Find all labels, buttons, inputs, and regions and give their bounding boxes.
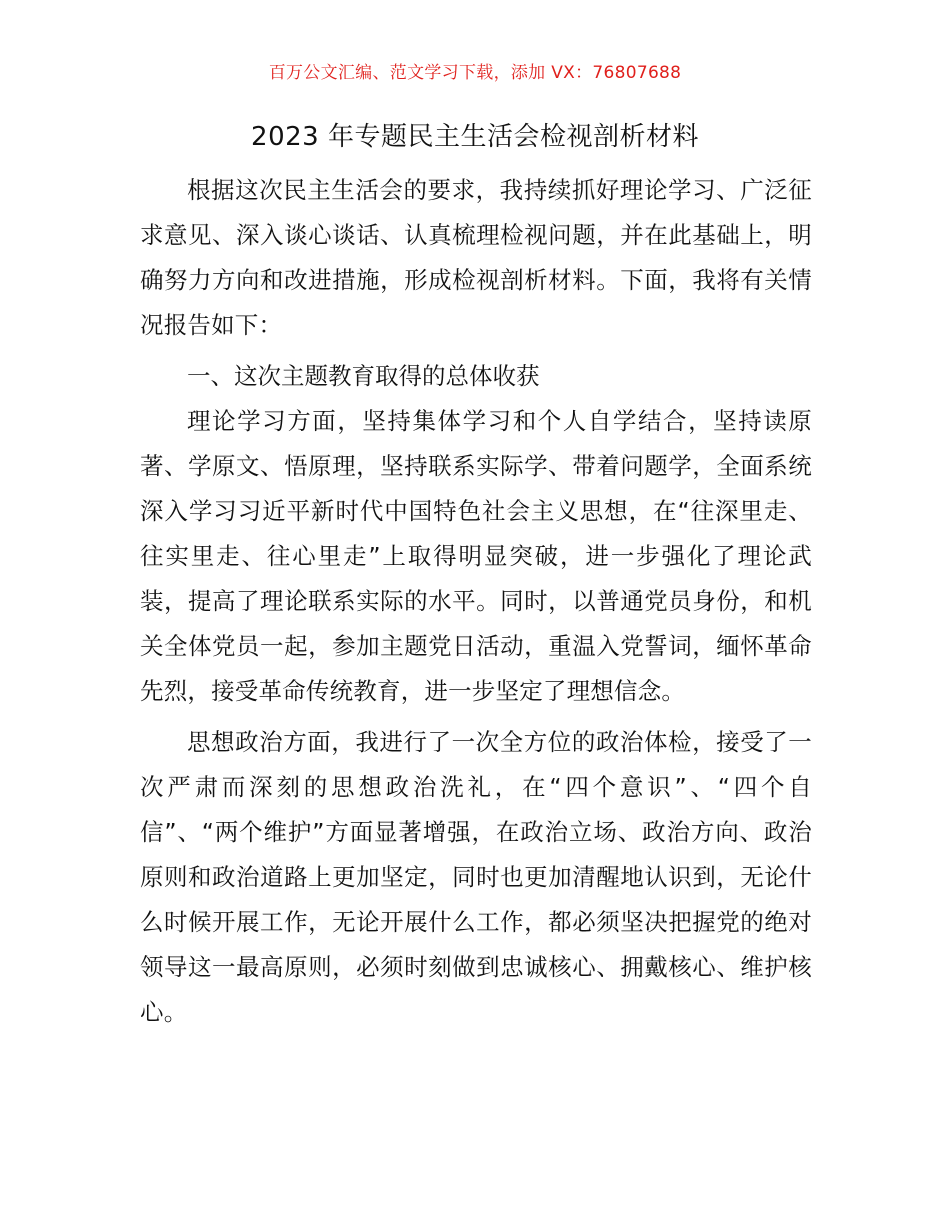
section-heading: 一、这次主题教育取得的总体收获 <box>187 362 540 390</box>
intro-paragraph: 根据这次民主生活会的要求，我持续抓好理论学习、广泛征求意见、深入谈心谈话、认真梳理检视问题，并在此基础上，明确努力方向和改进措施，形成检视剖析材料。下面，我将有关情况报告如下： <box>140 176 812 339</box>
document-title: 2023 年专题民主生活会检视剖析材料 <box>251 122 699 152</box>
promo-banner: 百万公文汇编、范文学习下载，添加 VX：76807688 <box>268 63 682 83</box>
ideology-politics-paragraph: 思想政治方面，我进行了一次全方位的政治体检，接受了一次严肃而深刻的思想政治洗礼，在“四个意识”、“四个自信”、“两个维护”方面显著增强，在政治立场、政治方向、政治原则和政治道路上更加坚定，同时也更加清醒地认识到，无论什么时候开展工作，无论开展什么工作，都必须坚决把握党的绝对领导这一最高原则，必须时刻做到忠诚核心、拥戴核心、维护核心。 <box>140 728 812 1026</box>
document-body <box>140 168 812 1035</box>
theory-study-paragraph: 理论学习方面，坚持集体学习和个人自学结合，坚持读原著、学原文、悟原理，坚持联系实际学、带着问题学，全面系统深入学习习近平新时代中国特色社会主义思想，在“往深里走、往实里走、往心里走”上取得明显突破，进一步强化了理论武装，提高了理论联系实际的水平。同时，以普通党员身份，和机关全体党员一起，参加主题党日活动，重温入党誓词，缅怀革命先烈，接受革命传统教育，进一步坚定了理想信念。 <box>140 407 812 705</box>
